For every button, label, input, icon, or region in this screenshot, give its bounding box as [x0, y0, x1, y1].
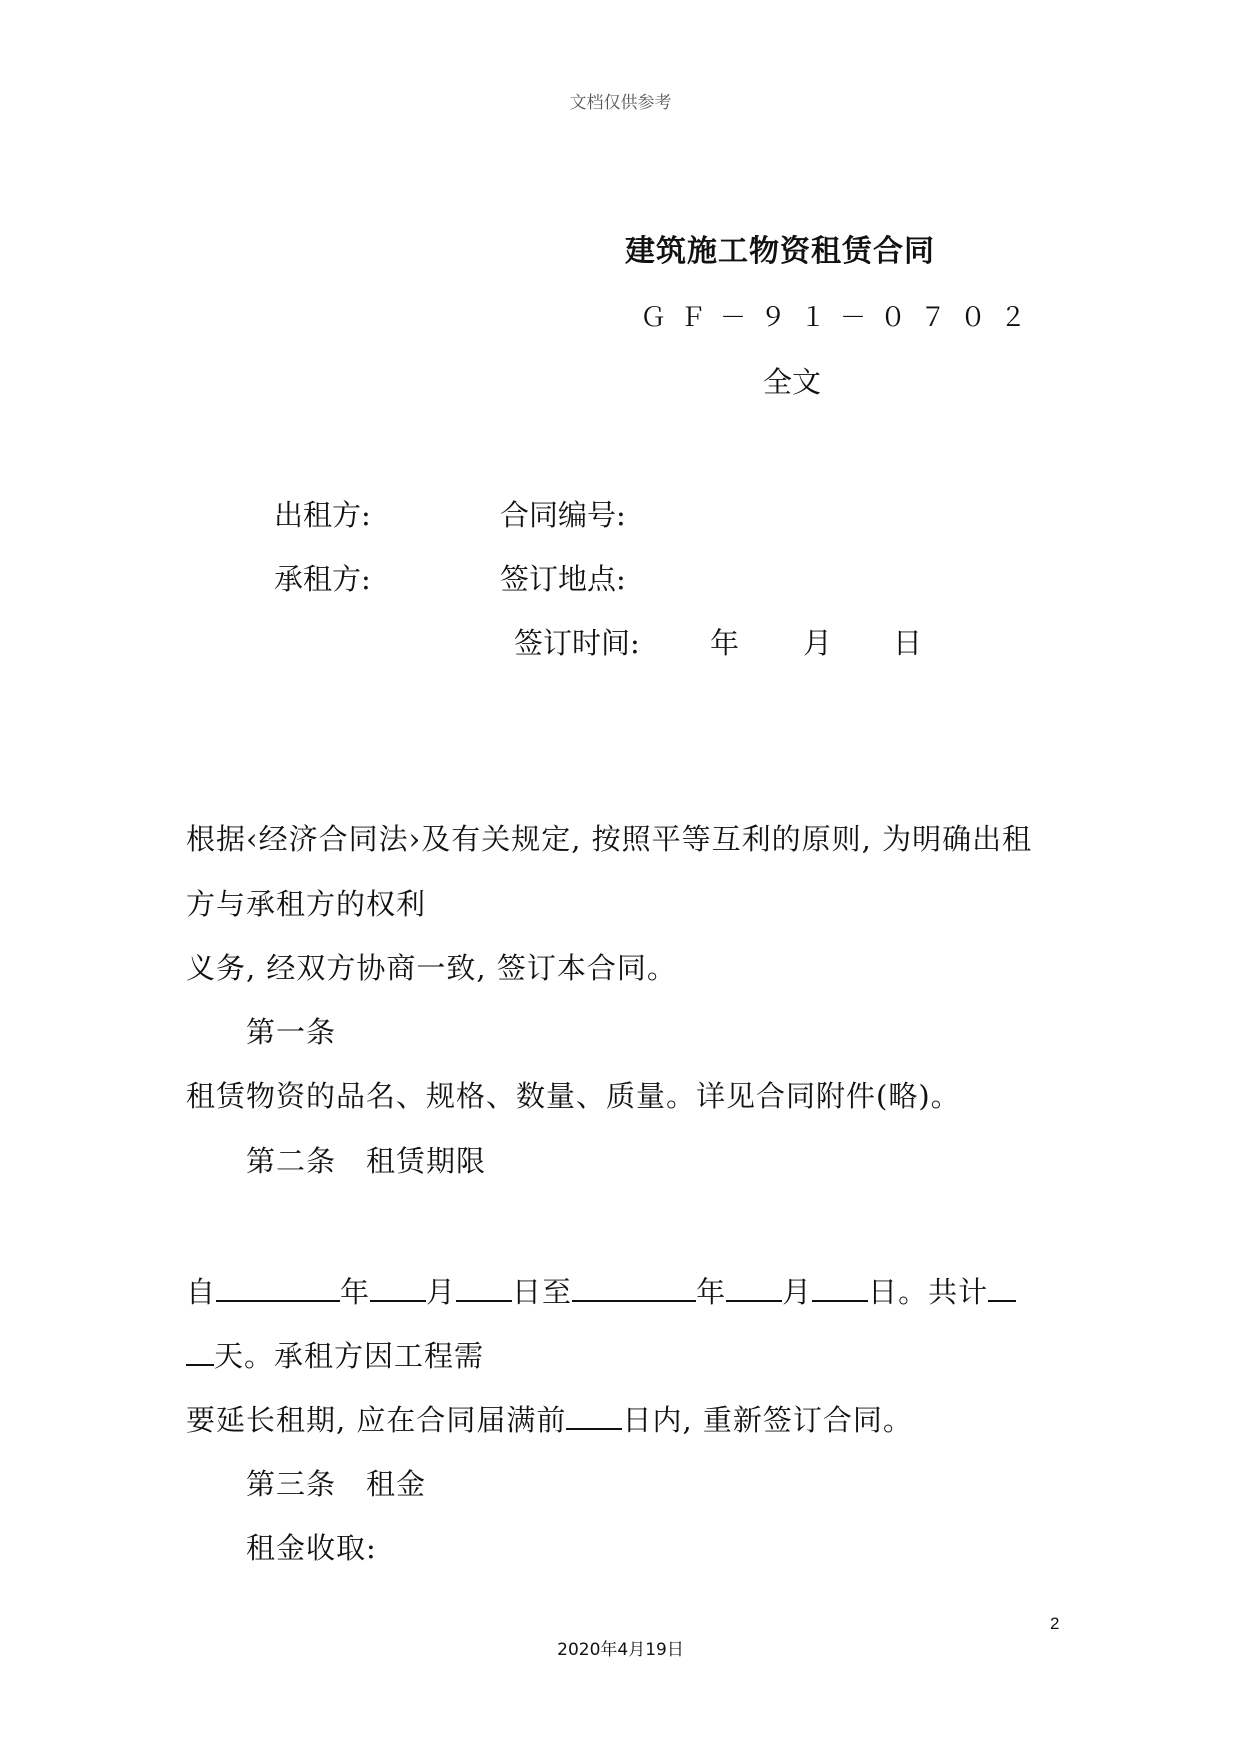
- article-2-title: 第二条 租赁期限: [246, 1144, 487, 1178]
- blank-end-year: [572, 1278, 696, 1302]
- article-2-text-from: 自: [186, 1275, 217, 1309]
- contract-number-label: 合同编号:: [500, 498, 626, 532]
- article-3-title: 第三条 租金: [246, 1467, 427, 1501]
- article-2-text-month: 月: [426, 1275, 457, 1309]
- document-subtitle: 全文: [763, 365, 822, 399]
- document-code: ＧＦ－９１－０７０２: [640, 303, 1041, 333]
- blank-total-days-a: [988, 1278, 1016, 1302]
- document-title: 建筑施工物资租赁合同: [625, 234, 935, 269]
- sign-place-label: 签订地点:: [500, 562, 626, 596]
- lessee-label: 承租方:: [274, 562, 371, 596]
- blank-start-month: [370, 1278, 426, 1302]
- preamble-line-2: 方与承租方的权利: [186, 887, 427, 921]
- header-note: 文档仅供参考: [569, 93, 672, 113]
- article-2-line-1: [186, 1270, 1016, 1311]
- page-number: 2: [1050, 1614, 1060, 1633]
- article-2-text-extend: 天。承租方因工程需: [214, 1339, 485, 1373]
- blank-total-days-b: [186, 1342, 214, 1366]
- lessor-label: 出租方:: [274, 498, 371, 532]
- article-2-line-3: [186, 1398, 913, 1439]
- article-2-text-year: 年: [340, 1275, 371, 1309]
- sign-time-day: 日: [893, 626, 923, 660]
- sign-time-year: 年: [710, 626, 740, 660]
- footer-date: 2020年4月19日: [557, 1640, 684, 1660]
- article-2-text-end-year: 年: [696, 1275, 727, 1309]
- blank-start-day: [456, 1278, 512, 1302]
- blank-end-month: [726, 1278, 782, 1302]
- article-2-text-end-month: 月: [782, 1275, 813, 1309]
- sign-time-label: 签订时间:: [514, 626, 640, 660]
- article-2-line-2: [186, 1334, 484, 1375]
- blank-start-year: [216, 1278, 340, 1302]
- article-2-text-renew-b: 日内, 重新签订合同。: [622, 1403, 913, 1437]
- article-2-text-to: 日至: [512, 1275, 573, 1309]
- blank-renew-days: [566, 1406, 622, 1430]
- preamble-line-1: 根据‹经济合同法›及有关规定, 按照平等互利的原则, 为明确出租: [186, 822, 1033, 856]
- article-2-text-renew-a: 要延长租期, 应在合同届满前: [186, 1403, 567, 1437]
- preamble-line-3: 义务, 经双方协商一致, 签订本合同。: [186, 951, 677, 985]
- sign-time-month: 月: [803, 626, 833, 660]
- article-1-text: 租赁物资的品名、规格、数量、质量。详见合同附件(略)。: [186, 1079, 961, 1113]
- article-2-text-total: 日。共计: [868, 1275, 989, 1309]
- blank-end-day: [812, 1278, 868, 1302]
- article-1-title: 第一条: [246, 1015, 337, 1049]
- rent-collection-label: 租金收取:: [246, 1531, 377, 1565]
